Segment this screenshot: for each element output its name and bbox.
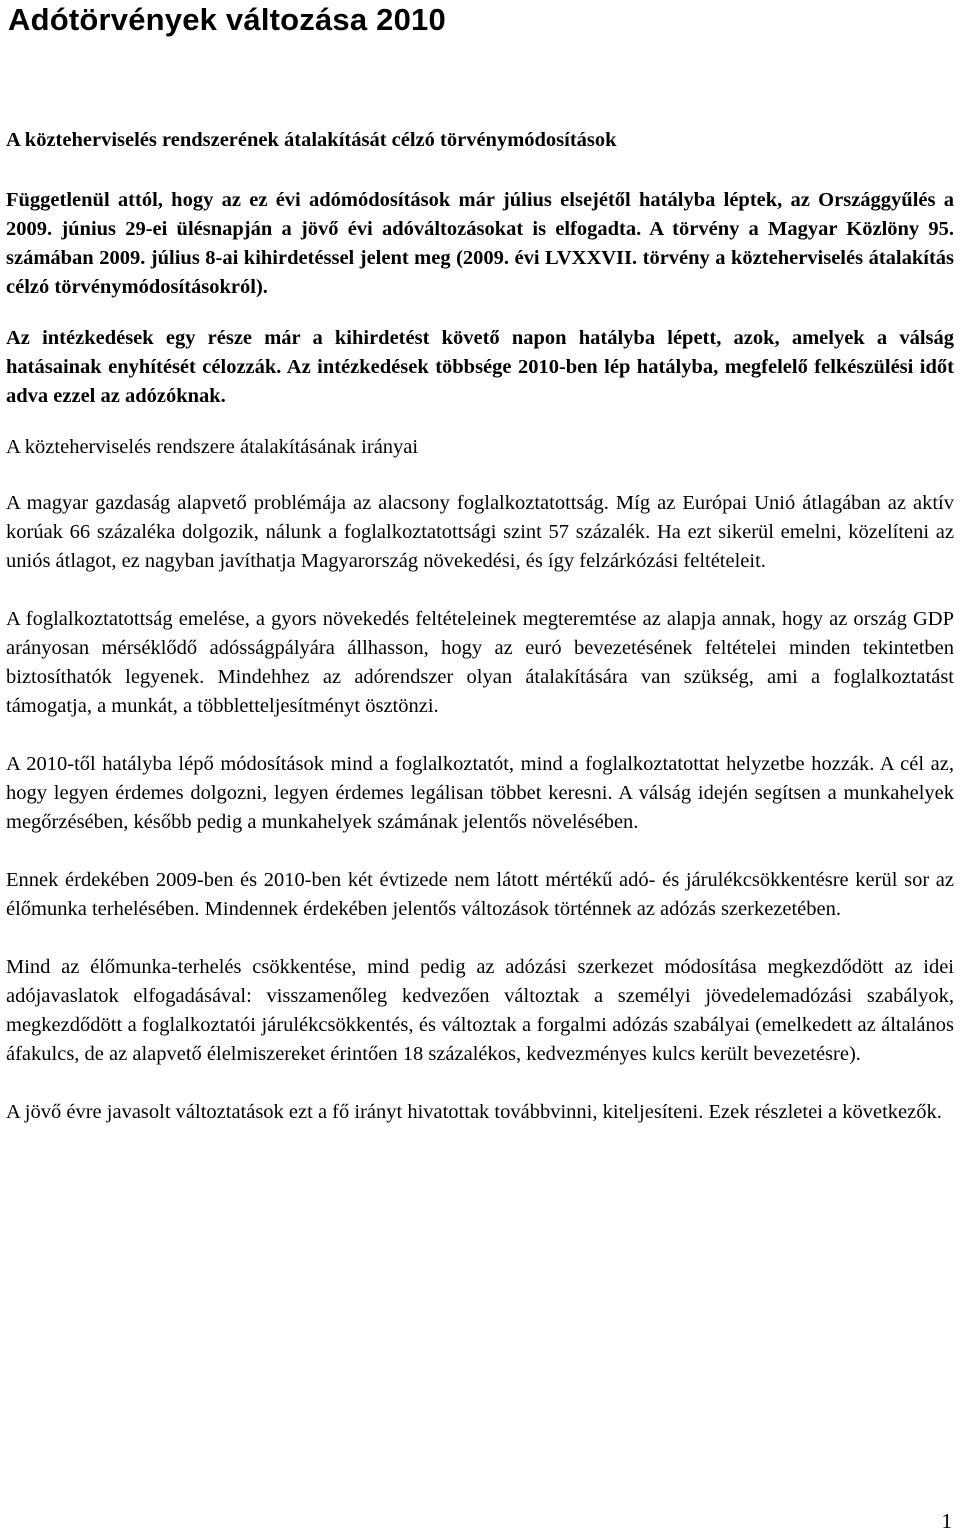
document-body <box>6 126 954 1127</box>
section-heading: A közteherviselés rendszere átalakításának irányai <box>6 436 419 458</box>
paragraph-2: Az intézkedések egy része már a kihirdetést követő napon hatályba lépett, azok, amelyek a válság hatásainak enyhítését célozzák. Az intézkedések többsége 2010-ben lép hatályba, megfelelő felkészülési időt adva ezzel az adózóknak. <box>6 327 954 407</box>
page-number: 1 <box>941 1509 952 1533</box>
paragraph-3: A magyar gazdaság alapvető problémája az alacsony foglalkoztatottság. Míg az Európai Unió átlagában az aktív korúak 66 százaléka dolgozik, nálunk a foglalkoztatottsági szint 57 százalék. Ha ezt sikerül emelni, közelíteni az uniós átlagot, ez nagyban javíthatja Magyarország növekedési, és így felzárkózási feltételeit. <box>6 492 954 572</box>
paragraph-8: A jövő évre javasolt változtatások ezt a fő irányt hivatottak továbbvinni, kiteljesíteni. Ezek részletei a következők. <box>6 1101 942 1123</box>
paragraph-7: Mind az élőmunka-terhelés csökkentése, mind pedig az adózási szerkezet módosítása megkezdődött az idei adójavaslatok elfogadásával: visszamenőleg kedvezően változtak a személyi jövedelemadózási szabályok, megkezdődött a foglalkoztatói járulékcsökkentés, és változtak a forgalmi adózás szabályai (emelkedett az általános áfakulcs, de az alapvető élelmiszereket érintően 18 százalékos, kedvezményes kulcs került bevezetésre). <box>6 956 954 1065</box>
paragraph-1: Függetlenül attól, hogy az ez évi adómódosítások már július elsejétől hatályba léptek, az Országgyűlés a 2009. június 29-ei ülésnapján a jövő évi adóváltozásokat is elfogadta. A törvény a Magyar Közlöny 95. számában 2009. július 8-ai kihirdetéssel jelent meg (2009. évi LVXXVII. törvény a közteherviselés átalakítás célzó törvénymódosításokról). <box>6 189 954 298</box>
page-title: Adótörvények változása 2010 <box>8 2 446 37</box>
paragraph-5: A 2010-től hatályba lépő módosítások mind a foglalkoztatót, mind a foglalkoztatottat helyzetbe hozzák. A cél az, hogy legyen érdemes dolgozni, legyen érdemes legálisan többet keresni. A válság idején segítsen a munkahelyek megőrzésében, később pedig a munkahelyek számának jelentős növelésében. <box>6 753 954 833</box>
paragraph-4: A foglalkoztatottság emelése, a gyors növekedés feltételeinek megteremtése az alapja annak, hogy az ország GDP arányosan mérséklődő adósságpályára állhasson, hogy az euró bevezetésének feltételei minden tekintetben biztosíthatók legyenek. Mindehhez az adórendszer olyan átalakítására van szükség, ami a foglalkoztatást támogatja, a munkát, a többletteljesítményt ösztönzi. <box>6 608 954 717</box>
paragraph-6: Ennek érdekében 2009-ben és 2010-ben két évtizede nem látott mértékű adó- és járulékcsökkentésre kerül sor az élőmunka terhelésében. Mindennek érdekében jelentős változások történnek az adózás szerkezetében. <box>6 869 954 920</box>
section-subtitle: A közteherviselés rendszerének átalakítását célzó törvénymódosítások <box>6 129 617 151</box>
